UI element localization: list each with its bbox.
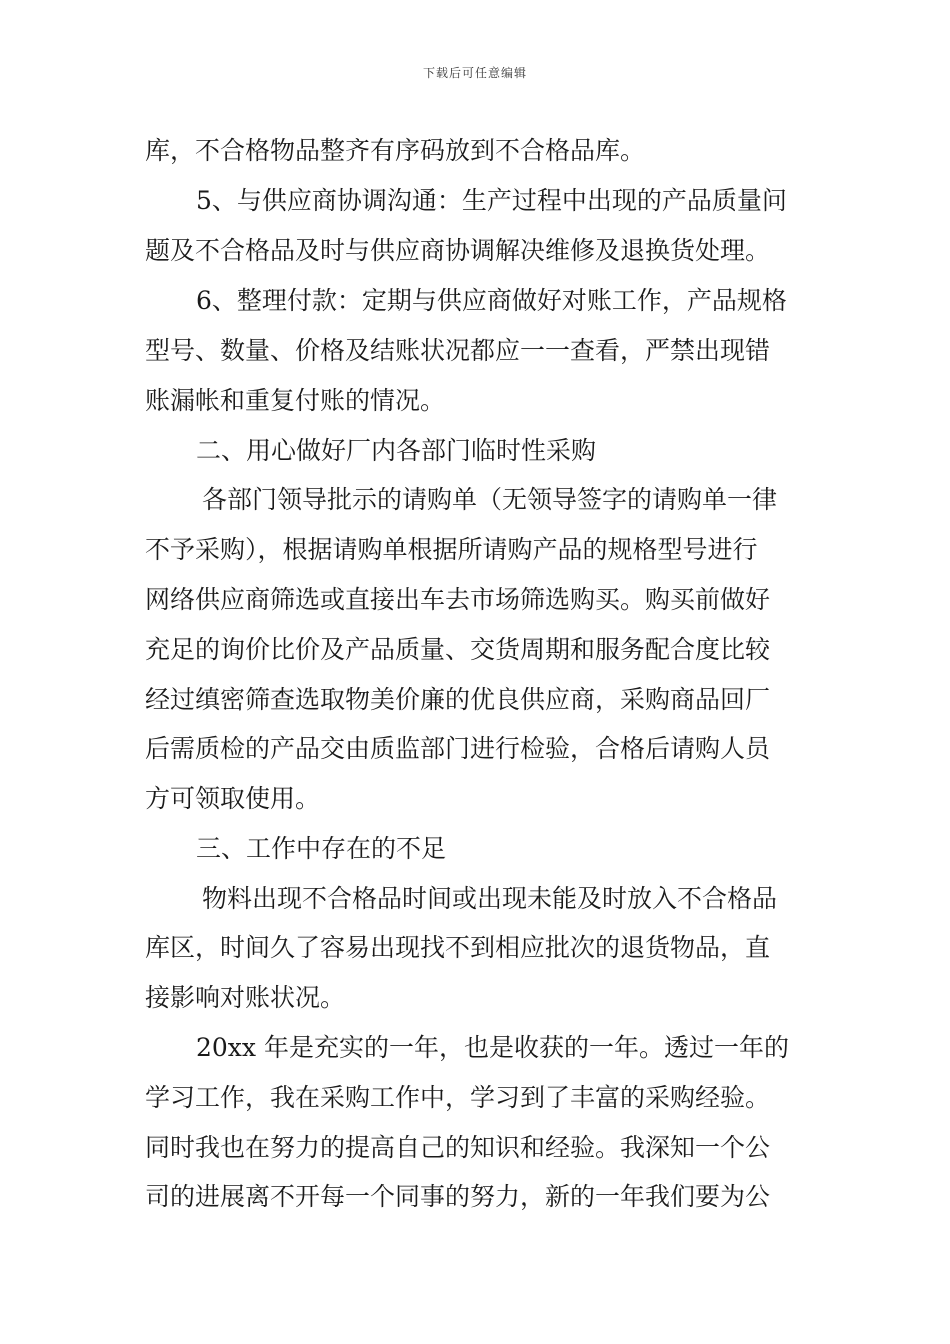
text-line: 账漏帐和重复付账的情况。	[145, 386, 446, 415]
text-line: 题及不合格品及时与供应商协调解决维修及退换货处理。	[145, 236, 771, 265]
text-line: 库区，时间久了容易出现找不到相应批次的退货物品，直	[145, 933, 771, 962]
text-line: 库，不合格物品整齐有序码放到不合格品库。	[145, 136, 646, 165]
text-line: 接影响对账状况。	[145, 983, 346, 1012]
text-line: 各部门领导批示的请购单（无领导签字的请购单一律	[202, 485, 778, 514]
text-line: 同时我也在努力的提高自己的知识和经验。我深知一个公	[145, 1133, 771, 1162]
section-heading: 二、用心做好厂内各部门临时性采购	[196, 436, 597, 465]
text-line: 不予采购），根据请购单根据所请购产品的规格型号进行	[145, 535, 758, 564]
text-line: 5、与供应商协调沟通：生产过程中出现的产品质量问	[196, 186, 787, 215]
text-line: 经过缜密筛查选取物美价廉的优良供应商，采购商品回厂	[145, 685, 771, 714]
text-line: 学习工作，我在采购工作中，学习到了丰富的采购经验。	[145, 1083, 771, 1112]
page-header: 下载后可任意编辑	[422, 66, 527, 80]
text-line: 物料出现不合格品时间或出现未能及时放入不合格品	[202, 884, 778, 913]
text-line: 方可领取使用。	[145, 784, 321, 813]
text-line: 后需质检的产品交由质监部门进行检验，合格后请购人员	[145, 734, 771, 763]
section-heading: 三、工作中存在的不足	[196, 834, 447, 863]
text-line: 司的进展离不开每一个同事的努力，新的一年我们要为公	[145, 1182, 771, 1211]
text-line: 6、整理付款：定期与供应商做好对账工作，产品规格	[196, 286, 787, 315]
text-line: 型号、数量、价格及结账状况都应一一查看，严禁出现错	[145, 336, 771, 365]
text-line: 充足的询价比价及产品质量、交货周期和服务配合度比较	[145, 635, 771, 664]
text-line: 网络供应商筛选或直接出车去市场筛选购买。购买前做好	[145, 585, 771, 614]
text-line: 20xx 年是充实的一年，也是收获的一年。透过一年的	[196, 1033, 789, 1062]
